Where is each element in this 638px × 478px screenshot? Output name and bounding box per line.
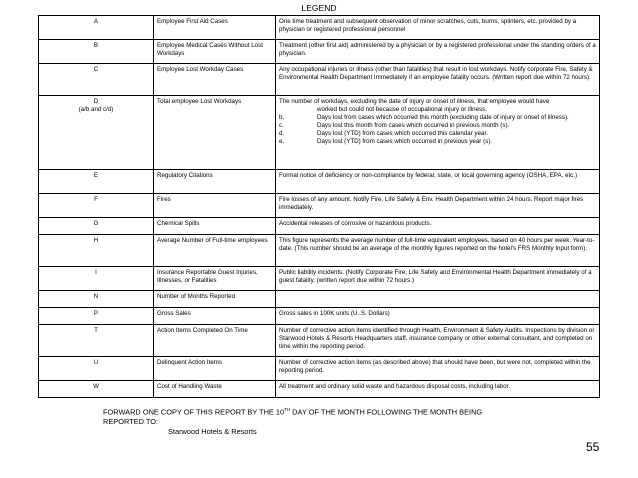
sub-item-text: Days lost this month from cases which occurred in previous month (s).	[317, 121, 510, 129]
sub-item-text: Days lost (YTD) from cases which occurred this calendar year.	[317, 129, 488, 137]
row-name: Regulatory Citations	[154, 170, 276, 194]
sub-item	[279, 122, 596, 130]
row-name: Chemical Spills	[154, 218, 276, 235]
company-name: Starwood Hotels & Resorts	[168, 427, 257, 436]
table-row	[39, 291, 600, 308]
row-description	[276, 291, 600, 308]
footer-line-1	[103, 407, 543, 417]
sub-item-text: Days lost (YTD) from cases which occurred in previous year (s).	[317, 137, 493, 145]
table-row	[39, 40, 600, 64]
row-code: A	[39, 16, 154, 40]
row-name: Employee Medical Cases Without Lost Workdays	[154, 40, 276, 64]
row-description: Number of corrective action items (as described above) that should have been, but were not, completed within the reporting period.	[276, 357, 600, 381]
row-name: Employee First Aid Cases	[154, 16, 276, 40]
table-row	[39, 16, 600, 40]
row-name: Fires	[154, 194, 276, 218]
row-code: G	[39, 218, 154, 235]
row-description: Formal notice of deficiency or non-compliance by federal, state, or local governing agency (OSHA, EPA, etc.)	[276, 170, 600, 194]
sub-item	[279, 130, 596, 138]
row-description: Any occupational injuries or illness (other than fatalities) that result in lost workdays. Notify corporate Fire, Safety & Environmental Health Department Immediately if an employee fatality occurs. (Written report due within 72 hours).	[276, 64, 600, 96]
row-name: Average Number of Full-time employees	[154, 235, 276, 267]
row-code: U	[39, 357, 154, 381]
table-row	[39, 357, 600, 381]
sub-item-label: e.	[279, 137, 285, 145]
row-code: P	[39, 308, 154, 325]
sub-item	[279, 138, 596, 146]
table-row	[39, 170, 600, 194]
sub-item-label: c.	[279, 121, 284, 129]
table-row	[39, 235, 600, 267]
footer-text: DAY OF THE MONTH FOLLOWING THE MONTH BEING	[290, 407, 483, 417]
footer-text: FORWARD ONE COPY OF THIS REPORT BY THE 10	[103, 407, 285, 417]
row-name: Number of Months Reported	[154, 291, 276, 308]
row-name: Total employee Lost Workdays	[154, 96, 276, 170]
sub-item-text: Days lost from cases which occurred this month (excluding date of injury or onset of illness).	[317, 113, 569, 121]
row-code-letter: D	[93, 98, 99, 105]
row-code: T	[39, 325, 154, 357]
row-code: N	[39, 291, 154, 308]
table-row	[39, 218, 600, 235]
row-description: Number of corrective action items identified through Health, Environment & Safety Audits. Inspections by division or Starwood Hotels & Resorts Headquarters staff, insurance company or other external consultant, and completed on time within the reporting period.	[276, 325, 600, 357]
footer-instructions	[103, 407, 543, 427]
row-name: Gross Sales	[154, 308, 276, 325]
row-name: Insurance Reportable Guest Injuries, Illnesses, or Fatalities	[154, 267, 276, 291]
row-name: Action Items Completed On Time	[154, 325, 276, 357]
description-intro: The number of workdays, excluding the date of injury or onset of illness, that employee would have	[279, 98, 550, 105]
legend-table	[38, 15, 600, 398]
row-code-formula: (a/b and c/d)	[78, 105, 114, 113]
table-row	[39, 381, 600, 398]
row-code: H	[39, 235, 154, 267]
row-code: C	[39, 64, 154, 96]
row-description: Gross sales in 100K units (U..S. Dollars)	[276, 308, 600, 325]
row-description: All treatment and ordinary solid waste and hazardous disposal costs, including labor.	[276, 381, 600, 398]
row-description: One time treatment and subsequent observation of minor scratches, cuts, burns, splinters, etc. provided by a physician or registered professional personnel	[276, 16, 600, 40]
row-code: E	[39, 170, 154, 194]
footer-line-2: REPORTED TO:	[103, 417, 159, 427]
table-row	[39, 267, 600, 291]
row-description: This figure represents the average number of full-time equivalent employees, based on 40 hours per week. Year-to-date. (This number should be an average of the monthly figures reported on the hotel's FRS Monthly Input form).	[276, 235, 600, 267]
sub-item	[279, 114, 596, 122]
page-number: 55	[586, 440, 600, 454]
table-row	[39, 325, 600, 357]
row-description: Accidental releases of corrosive or hazardous products.	[276, 218, 600, 235]
legend-title: LEGEND	[301, 3, 337, 13]
row-code: I	[39, 267, 154, 291]
row-description	[276, 96, 600, 170]
table-row	[39, 96, 600, 170]
row-code	[39, 96, 154, 170]
row-name: Employee Lost Workday Cases	[154, 64, 276, 96]
row-description: Public liability incidents. (Notify Corporate Fire, Life Safety and Environmental Health Department immediately of a guest fatality. (written report due within 72 hours.)	[276, 267, 600, 291]
table-row	[39, 308, 600, 325]
table-row	[39, 194, 600, 218]
row-description: Treatment (other first aid) administered by a physician or by a registered professional under the standing orders of a physician.	[276, 40, 600, 64]
row-code: F	[39, 194, 154, 218]
table-row	[39, 64, 600, 96]
row-name: Cost of Handling Waste	[154, 381, 276, 398]
row-code: W	[39, 381, 154, 398]
row-name: Delinquent Action Items	[154, 357, 276, 381]
row-code: B	[39, 40, 154, 64]
sub-item-label: d.	[279, 129, 285, 137]
description-continued: worked but could not because of occupational injury or illness.	[317, 105, 487, 113]
row-description: Fire losses of any amount. Notify Fire, Life Safety & Env. Health Department within 24 hours. Report major fires immediately.	[276, 194, 600, 218]
footer-superscript: TH	[284, 407, 291, 412]
sub-item-label: b.	[279, 113, 285, 121]
